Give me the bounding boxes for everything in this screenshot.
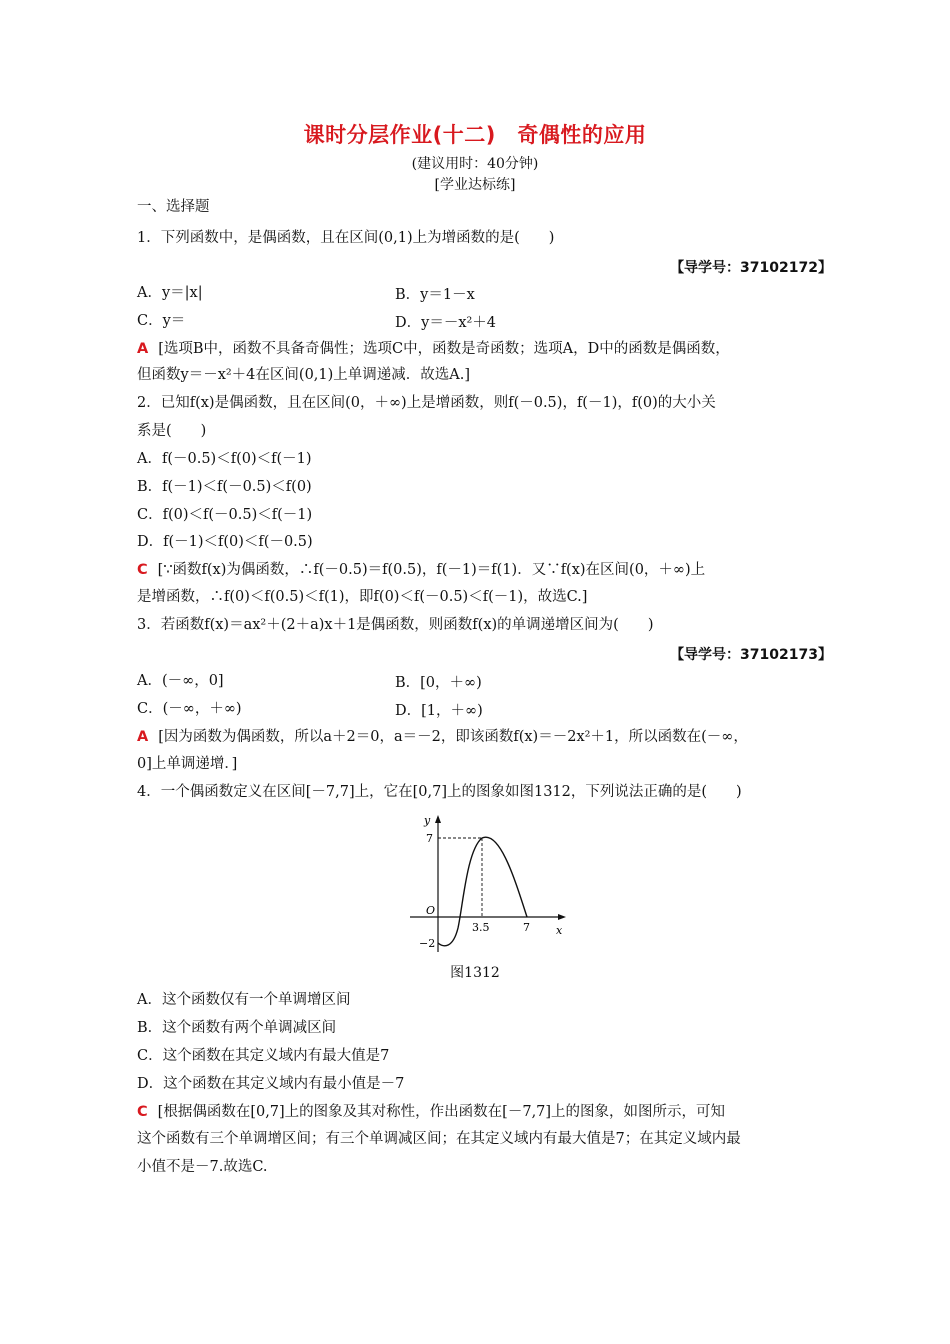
q4-explanation-line-2: 这个函数有三个单调增区间；有三个单调减区间；在其定义域内有最大值是7；在其定义域内最 bbox=[137, 1131, 741, 1147]
q4-option-d: D．这个函数在其定义域内有最小值是－7 bbox=[137, 1076, 405, 1092]
q1-explanation-line-2: 但函数y＝－x²＋4在区间(0,1)上单调递减．故选A.] bbox=[137, 367, 471, 383]
q4-stem: 4．一个偶函数定义在区间[－7,7]上，它在[0,7]上的图象如图1312，下列说法正确的是( ) bbox=[137, 784, 742, 800]
q2-explanation-line-2: 是增函数，∴f(0)＜f(0.5)＜f(1)，即f(0)＜f(－0.5)＜f(－1)，故选C.] bbox=[137, 589, 588, 605]
q2-explanation-line-1: C [∵函数f(x)为偶函数，∴f(－0.5)＝f(0.5)，f(－1)＝f(1)．又∵f(x)在区间(0，＋∞)上 bbox=[137, 562, 706, 578]
q2-option-a: A．f(－0.5)＜f(0)＜f(－1) bbox=[137, 451, 312, 467]
origin-label: O bbox=[426, 904, 436, 917]
y-axis-label: y bbox=[424, 814, 431, 827]
q2-stem-line-2: 系是( ) bbox=[137, 423, 207, 439]
y-tick-7: 7 bbox=[426, 832, 433, 845]
q1-answer: A bbox=[137, 341, 149, 357]
y-axis-arrow bbox=[435, 815, 441, 823]
q3-option-a: A．(－∞，0] bbox=[137, 673, 224, 689]
q3-code: 【导学号：37102173】 bbox=[670, 647, 832, 663]
level-label: [学业达标练] bbox=[434, 177, 516, 193]
x-tick-7: 7 bbox=[523, 921, 530, 934]
x-axis-arrow bbox=[558, 914, 566, 920]
y-tick-neg2: −2 bbox=[419, 937, 436, 950]
time-note: (建议用时：40分钟) bbox=[411, 156, 539, 172]
q4-explanation-line-1: C [根据偶函数在[0,7]上的图象及其对称性，作出函数在[－7,7]上的图象，如图所示，可知 bbox=[137, 1104, 726, 1120]
q1-option-b: B．y＝1－x bbox=[395, 287, 475, 303]
q4-option-b: B．这个函数有两个单调减区间 bbox=[137, 1020, 337, 1036]
q3-answer: A bbox=[137, 729, 149, 745]
q4-option-c: C．这个函数在其定义域内有最大值是7 bbox=[137, 1048, 390, 1064]
q3-option-c: C．(－∞，＋∞) bbox=[137, 701, 242, 717]
section-heading: 一、选择题 bbox=[137, 199, 210, 215]
q1-option-d: D．y＝－x²＋4 bbox=[395, 315, 497, 331]
q1-code: 【导学号：37102172】 bbox=[670, 260, 832, 276]
q1-explanation-line-1: A [选项B中，函数不具备奇偶性；选项C中，函数是奇函数；选项A，D中的函数是偶函数， bbox=[137, 341, 730, 357]
q1-option-c: C．y＝ bbox=[137, 313, 186, 329]
q4-option-a: A．这个函数仅有一个单调增区间 bbox=[137, 992, 351, 1008]
q2-option-d: D．f(－1)＜f(0)＜f(－0.5) bbox=[137, 534, 313, 550]
figure-caption: 图1312 bbox=[450, 965, 500, 981]
q4-function-graph bbox=[400, 810, 580, 960]
q2-stem-line-1: 2．已知f(x)是偶函数，且在区间(0，＋∞)上是增函数，则f(－0.5)，f(－1)，f(0)的大小关 bbox=[137, 395, 716, 411]
q3-stem: 3．若函数f(x)＝ax²＋(2＋a)x＋1是偶函数，则函数f(x)的单调递增区间为( ) bbox=[137, 617, 654, 633]
q3-option-b: B．[0，＋∞) bbox=[395, 675, 482, 691]
q1-option-a: A．y＝|x| bbox=[137, 285, 203, 301]
q2-option-b: B．f(－1)＜f(－0.5)＜f(0) bbox=[137, 479, 312, 495]
q4-explanation-line-3: 小值不是－7.故选C. bbox=[137, 1159, 268, 1175]
q3-explanation-line-1: A [因为函数为偶函数，所以a＋2＝0，a＝－2，即该函数f(x)＝－2x²＋1，所以函数在(－∞， bbox=[137, 729, 748, 745]
q2-option-c: C．f(0)＜f(－0.5)＜f(－1) bbox=[137, 507, 313, 523]
q4-answer: C bbox=[137, 1104, 148, 1120]
x-tick-3-5: 3.5 bbox=[472, 921, 490, 934]
q3-option-d: D．[1，＋∞) bbox=[395, 703, 483, 719]
page-title: 课时分层作业(十二) 奇偶性的应用 bbox=[303, 123, 647, 147]
q2-answer: C bbox=[137, 562, 148, 578]
q3-explanation-line-2: 0]上单调递增．] bbox=[137, 756, 238, 772]
x-axis-label: x bbox=[556, 924, 563, 937]
q1-stem: 1．下列函数中，是偶函数，且在区间(0,1)上为增函数的是( ) bbox=[137, 230, 555, 246]
